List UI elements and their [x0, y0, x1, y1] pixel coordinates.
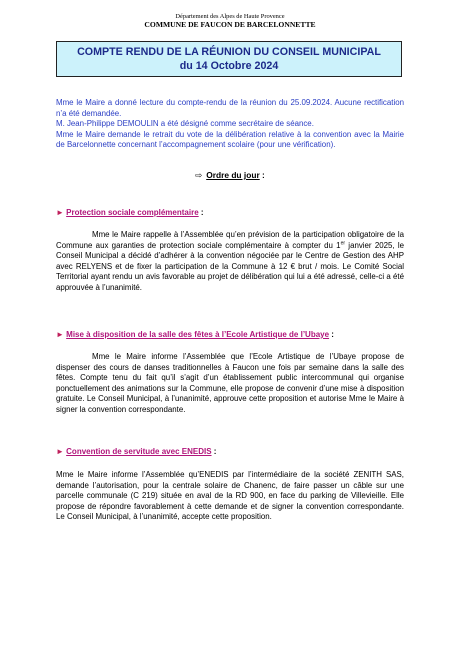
section-title: Convention de servitude avec ENEDIS: [66, 447, 212, 456]
agenda-suffix: :: [259, 170, 265, 180]
document-title-box: [56, 41, 402, 77]
section-body: Mme le Maire rappelle à l’Assemblée qu’en prévision de la participation obligatoire de la Commune aux garanties de protection sociale complémentaire à compter du 1er janvier 2025, le Conseil Municipal a décidé d’adhérer à la convention négociée par le Centre de Gestion des AHP avec RELYENS et de fixer la participation de la Commune à 12 € brut / mois. Le Comité Social Territorial ayant rendu un avis favorable au projet de délibération qui lui a été adressé, celle-ci a été approuvée à l’unanimité.: [56, 230, 405, 292]
intro-paragraph: M. Jean-Philippe DEMOULIN a été désigné comme secrétaire de séance.: [56, 119, 314, 128]
section-heading-salle-des-fetes: [56, 330, 404, 341]
triangle-bullet-icon: ►: [56, 330, 64, 339]
section-suffix: :: [198, 208, 204, 217]
agenda-heading: [0, 170, 460, 181]
section-title: Mise à disposition de la salle des fêtes à l’Ecole Artistique de l’Ubaye: [66, 330, 330, 339]
title-line-1: COMPTE RENDU DE LA RÉUNION DU CONSEIL MUNICIPAL: [77, 46, 381, 58]
title-line-2: du 14 Octobre 2024: [179, 60, 279, 72]
section-heading-enedis: [56, 447, 404, 458]
department-header: Département des Alpes de Haute Provence: [175, 13, 285, 20]
triangle-bullet-icon: ►: [56, 447, 64, 456]
triangle-bullet-icon: ►: [56, 208, 64, 217]
agenda-label: Ordre du jour: [206, 170, 260, 180]
intro-paragraph: Mme le Maire demande le retrait du vote de la délibération relative à la convention avec la Mairie de Barcelonnette concernant l’accompagnement scolaire (pour une vérification).: [56, 129, 404, 149]
section-suffix: :: [211, 447, 217, 456]
commune-header: COMMUNE DE FAUCON DE BARCELONNETTE: [144, 20, 316, 29]
arrow-right-icon: ⇨: [195, 170, 203, 180]
intro-paragraph: Mme le Maire a donné lecture du compte-rendu de la réunion du 25.09.2024. Aucune rectification n’a été demandée.: [56, 98, 404, 118]
section-suffix: :: [329, 330, 334, 339]
section-heading-protection-sociale: [56, 208, 404, 219]
section-body: Mme le Maire informe l’Assemblée qu’ENEDIS par l’intermédiaire de la société ZENITH SAS, demande l’autorisation, pour la centrale solaire de Chanenc, de faire passer un câble sur une parcelle communale (C 219) située en aval de la RD 900, en face du parking de Villevieille. Elle propose de répondre favorablement à cette demande et de signer la convention correspondante. Le Conseil Municipal, à l’unanimité, accepte cette proposition.: [56, 470, 404, 521]
section-body: Mme le Maire informe l’Assemblée que l’Ecole Artistique de l’Ubaye propose de dispenser des cours de danses traditionnelles à Faucon une fois par semaine dans la salle des fêtes. Compte tenu du fait qu’il s’agit d’un établissement public intercommunal qui organise ponctuellement des animations sur la Commune, elle propose de convenir d’une mise à disposition gratuite. Le Conseil Municipal, à l’unanimité, approuve cette proposition et autorise Mme le Maire à signer la convention correspondante.: [56, 352, 404, 414]
section-title: Protection sociale complémentaire: [66, 208, 199, 217]
intro-block: [56, 98, 404, 151]
